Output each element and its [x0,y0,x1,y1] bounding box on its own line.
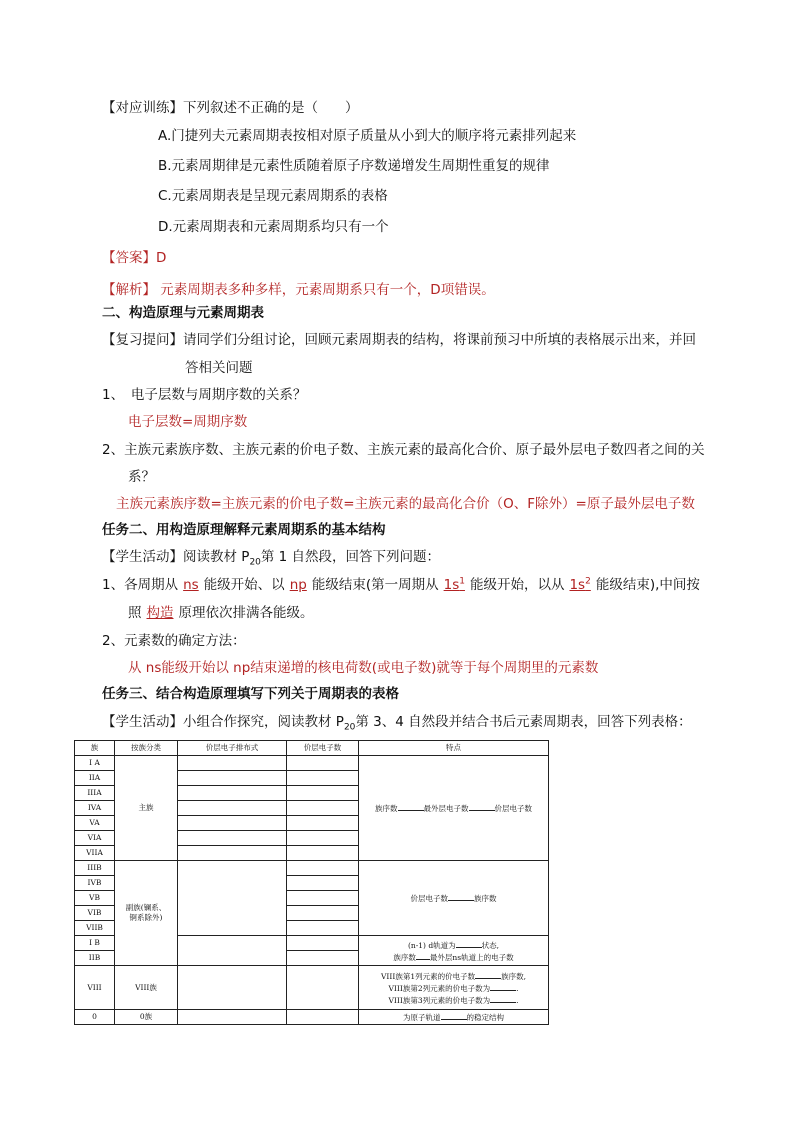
group-cell: I B [75,936,115,951]
table-row [75,756,549,771]
answer-2: 主族元素族序数=主族元素的价电子数=主族元素的最高化合价（O、F除外）=原子最外层电子数 [116,496,695,512]
section2-heading: 二、构造原理与元素周期表 [102,305,264,321]
valence-blank [287,831,359,846]
group-cell: VIIB [75,921,115,936]
ds-feature-2-t0: 族序数 [393,952,416,962]
config-blank [178,786,287,801]
valence-blank [287,786,359,801]
option-a: A.门捷列夫元素周期表按相对原子质量从小到大的顺序将元素排列起来 [158,128,577,144]
blank-1s1-text: 1s [443,577,460,593]
practice-tag: 【对应训练】 [102,100,183,116]
sub-label-1: 副族(镧系、 [125,903,167,912]
header-group: 族 [75,741,115,756]
sub-feature-t0: 价层电子数 [410,894,448,903]
practice-question-line [102,98,359,118]
fill-blank[interactable] [416,951,430,960]
header-feature: 特点 [359,741,549,756]
task2-activity-sub: 20 [249,557,261,568]
question-2-line2: 系？ [128,469,155,485]
viii-feature-2-t0: VIII族第2列元素的价电子数为 [388,983,491,993]
task2-l2-text-c: 原理依次排满各能级。 [178,605,314,621]
header-classification: 按族分类 [115,741,178,756]
answer-1: 电子层数=周期序数 [128,414,248,430]
task2-activity-line [102,547,440,567]
group-cell: VIA [75,831,115,846]
option-c: C.元素周期表是呈现元素周期系的表格 [158,188,388,204]
config-blank [178,1010,287,1025]
blank-1s1 [439,575,470,595]
sub-label-2: 锕系除外) [129,913,163,922]
task2-activity-post: 第 1 自然段，回答下列问题： [260,549,441,565]
zero-feature-t0: 为原子轨道 [403,1013,441,1022]
task2-heading: 任务二、用构造原理解释元素周期系的基本结构 [102,522,386,538]
ds-feature-1-t0: (n-1) d轨道为 [407,940,456,950]
table-row [75,966,549,1010]
task3-activity-post: 第 3、4 自然段并结合书后元素周期表，回答下列表格： [355,714,692,730]
valence-blank [287,846,359,861]
valence-blank [287,1010,359,1025]
task3-activity-sub: 20 [343,722,356,733]
viii-feature-1-t1: 族序数, [501,971,526,981]
config-blank [178,771,287,786]
blank-construction: 构造 [146,605,174,621]
viii-feature-3-t0: VIII族第3列元素的价电子数为 [388,995,491,1005]
periodic-group-table [74,740,549,1025]
group-cell: VIII [75,966,115,1010]
main-feature [359,756,549,861]
config-blank [178,861,287,936]
task2-l1-text-d: 能级结束(第一周期从 [311,577,439,593]
answer-line [102,248,166,268]
fill-blank[interactable] [475,970,501,979]
group-cell: VB [75,891,115,906]
group-cell: VA [75,816,115,831]
header-valence: 价层电子数 [287,741,359,756]
fill-blank[interactable] [398,802,424,811]
fill-blank[interactable] [441,1011,467,1020]
table-row [75,1010,549,1025]
analysis-text: 元素周期表多种多样，元素周期系只有一个，D项错误。 [160,282,495,298]
group-cell: IVA [75,801,115,816]
valence-blank [287,936,359,951]
group-cell: IIIA [75,786,115,801]
answer-value: D [156,250,167,266]
practice-question: 下列叙述不正确的是（ ） [183,100,359,116]
review-text: 请同学们分组讨论，回顾元素周期表的结构，将课前预习中所填的表格展示出来，并回 [183,332,696,348]
ds-feature-1-t1: 状态, [481,940,500,950]
zero-label: 0族 [115,1010,178,1025]
blank-np: np [289,577,307,593]
question-2-line1: 2、主族元素族序数、主族元素的价电子数、主族元素的最高化合价、原子最外层电子数四者之间的关 [102,442,705,458]
valence-blank [287,906,359,921]
viii-feature-3-t1: . [516,995,519,1005]
option-b: B.元素周期律是元素性质随着原子序数递增发生周期性重复的规律 [158,158,550,174]
task3-heading: 任务三、结合构造原理填写下列关于周期表的表格 [102,686,399,702]
fill-blank[interactable] [456,939,482,948]
analysis-line [102,280,495,300]
config-blank [178,816,287,831]
task2-activity-pre: 阅读教材 P [183,549,250,565]
valence-blank [287,966,359,1010]
fill-blank[interactable] [490,982,519,993]
sub-feature-t1: 族序数 [474,894,497,903]
table-row [75,861,549,876]
config-blank [178,756,287,771]
main-feature-t2: 价层电子数 [494,804,532,813]
blank-ns: ns [183,577,199,593]
task2-line2 [128,603,314,623]
table-header-row [75,741,549,756]
valence-blank [287,771,359,786]
blank-1s2-text: 1s [569,577,586,593]
task2-answer-2: 从 ns能级开始以 np结束递增的核电荷数(或电子数)就等于每个周期里的元素数 [128,660,599,676]
question-1: 1、 电子层数与周期序数的关系？ [102,387,307,403]
ds-feature [359,936,549,966]
viii-feature-1-t0: VIII族第1列元素的价电子数 [381,971,476,981]
valence-blank [287,921,359,936]
group-cell: IIB [75,951,115,966]
review-line2: 答相关问题 [185,360,253,376]
config-blank [178,966,287,1010]
review-line1 [102,330,696,350]
config-blank [178,801,287,816]
config-blank [178,831,287,846]
option-d: D.元素周期表和元素周期系均只有一个 [158,219,389,235]
valence-blank [287,756,359,771]
viii-feature-2-t1: . [516,983,519,993]
fill-blank[interactable] [469,802,495,811]
config-blank [178,936,287,966]
task3-activity-tag: 【学生活动】 [102,714,183,730]
group-cell: VIB [75,906,115,921]
group-cell: IIA [75,771,115,786]
task2-l1-text-c: 能级开始、以 [203,577,285,593]
task2-l1-text-e: 能级开始，以从 [469,577,565,593]
group-cell: IVB [75,876,115,891]
fill-blank[interactable] [490,994,519,1005]
ds-feature-2-t1: 最外层ns轨道上的电子数 [429,952,514,962]
task3-activity-pre: 小组合作探究，阅读教材 P [183,714,344,730]
review-tag: 【复习提问】 [102,332,183,348]
valence-blank [287,816,359,831]
analysis-tag: 【解析】 [102,282,156,298]
main-feature-t0: 族序数 [375,804,398,813]
sub-group-label [115,861,178,966]
valence-blank [287,861,359,876]
group-cell: VIIA [75,846,115,861]
answer-tag: 【答案】 [102,250,156,266]
header-config: 价层电子排布式 [178,741,287,756]
blank-1s1-sup: 1 [459,576,465,587]
blank-1s2-sup: 2 [585,576,591,587]
sub-feature [359,861,549,936]
group-cell: I A [75,756,115,771]
task2-question-2: 2、元素数的确定方法： [102,633,246,649]
valence-blank [287,801,359,816]
group-cell: 0 [75,1010,115,1025]
viii-label: VIII族 [115,966,178,1010]
task2-l1-text-f: 能级结束),中间按 [595,577,700,593]
zero-feature [359,1010,549,1025]
task3-activity-line [102,712,692,732]
viii-feature [359,966,549,1010]
main-feature-t1: 最外层电子数 [423,804,469,813]
valence-blank [287,891,359,906]
valence-blank [287,876,359,891]
task2-activity-tag: 【学生活动】 [102,549,183,565]
zero-feature-t1: 的稳定结构 [466,1013,504,1022]
task2-line1 [102,575,700,595]
valence-blank [287,951,359,966]
fill-blank[interactable] [448,892,474,901]
main-group-label: 主族 [115,756,178,861]
task2-l2-text-a: 照 [128,605,142,621]
config-blank [178,846,287,861]
task2-l1-text-a: 1、各周期从 [102,577,179,593]
group-cell: IIIB [75,861,115,876]
blank-1s2 [564,575,595,595]
